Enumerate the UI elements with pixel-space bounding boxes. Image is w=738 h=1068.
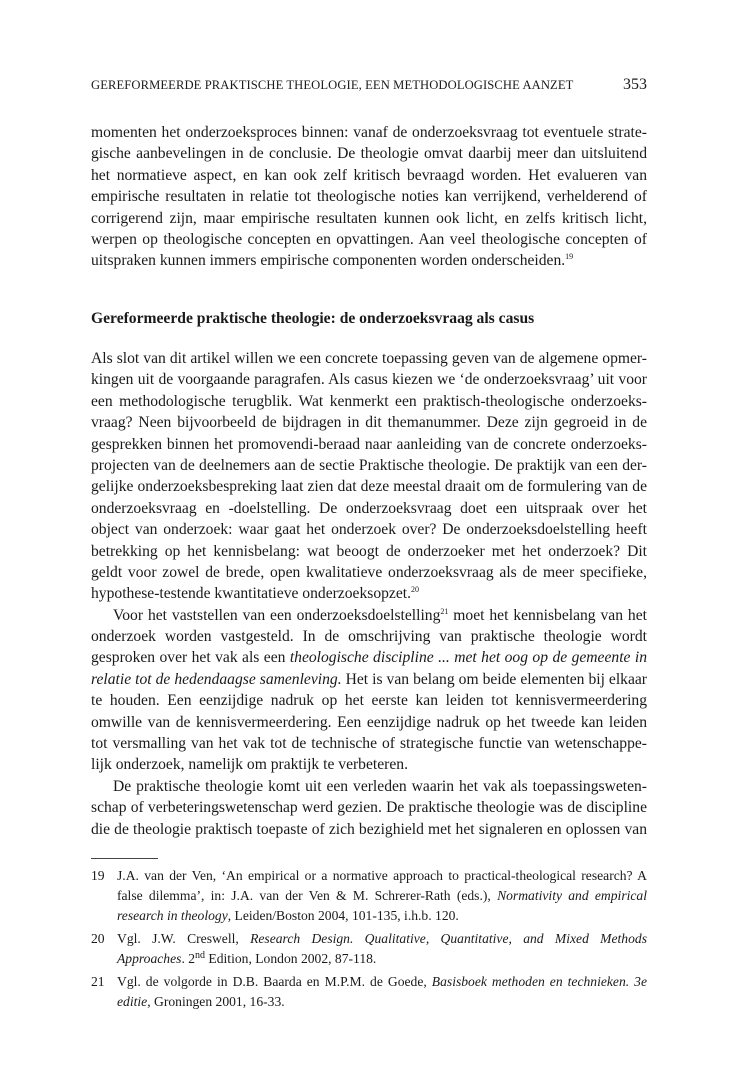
text-line: object van onderzoek: waar gaat het onderzoek over? De onderzoeksdoelstelling heeft — [91, 521, 647, 539]
footnote-19 — [91, 866, 647, 926]
text-line: projecten van de deelnemers aan de sectie Praktische theologie. De praktijk van een der- — [91, 456, 647, 474]
text-line: te houden. Een eenzijdige nadruk op het eerste kan leiden tot kennisvermeerdering — [91, 692, 647, 710]
footnote-number: 21 — [91, 974, 105, 989]
italic-phrase: relatie tot de hedendaagse samenleving. — [91, 670, 342, 688]
text-line: schap of verbeteringswetenschap werd gezien. De praktische theologie was de discipline — [91, 799, 647, 817]
text-line: betrekking op het kennisbelang: wat beoogt de onderzoeker met het onderzoek? Dit — [91, 542, 647, 560]
text-line: De praktische theologie komt uit een verleden waarin het vak als toepassingsweten- — [113, 777, 647, 795]
footnote-20 — [91, 929, 647, 969]
footnote-line: research in theology, Leiden/Boston 2004, 101-135, i.h.b. 120. — [117, 908, 459, 923]
footnote-rule — [91, 858, 158, 859]
page-number: 353 — [623, 76, 647, 93]
footnote-line: Vgl. J.W. Creswell, Research Design. Qualitative, Quantitative, and Mixed Methods — [117, 931, 647, 946]
text-line: een methodologische terugblik. Wat kenmerkt een praktisch-theologische onderzoeks- — [91, 392, 647, 410]
text-line: die de theologie praktisch toepaste of zich bezighield met het signaleren en oplossen van — [91, 820, 647, 838]
text-line: gesprekken binnen het promovendi-beraad naar aanleiding van de concrete onderzoeks- — [91, 435, 647, 453]
text-line: vraag? Neen bijvoorbeeld de bijdragen in dit themanummer. Deze zijn gegroeid in de — [91, 414, 647, 432]
paragraph-intro — [91, 122, 647, 272]
footnote-number: 19 — [91, 868, 105, 883]
footnote-ref-19[interactable]: 19 — [565, 252, 574, 262]
footnote-ref-20[interactable]: 20 — [410, 585, 419, 595]
footnote-number: 20 — [91, 931, 105, 946]
footnote-line: editie, Groningen 2001, 16-33. — [117, 994, 285, 1009]
running-head — [91, 76, 647, 96]
text-line: momenten het onderzoeksproces binnen: vanaf de onderzoeksvraag tot eventuele strate- — [91, 124, 647, 141]
text-line: corrigerend zijn, maar empirische resultaten kunnen ook licht, en zelfs kritisch licht, — [91, 209, 647, 227]
text-line: Als slot van dit artikel willen we een concrete toepassing geven van de algemene opmer- — [91, 350, 647, 367]
text-line: hypothese-testende kwantitatieve onderzoeksopzet.$^{20}$ — [91, 585, 419, 603]
footnote-line: Vgl. de volgorde in D.B. Baarda en M.P.M. de Goede, Basisboek methoden en technieken. 3e — [117, 974, 647, 989]
text-line: lijk onderzoek, namelijk om praktijk te verbeteren. — [91, 756, 408, 774]
footnote-line: Approaches. 2nd Edition, London 2002, 87-118. — [117, 950, 377, 966]
text-line: gesproken over het vak als een theologische discipline ... met het oog op de gemeente in — [91, 649, 647, 667]
text-line: omwille van de kennisvermeerdering. Een eenzijdige nadruk op het tweede kan leiden — [91, 713, 647, 731]
text-line: empirische resultaten in relatie tot theologische noties kan verrijkend, verhelderend of — [91, 188, 647, 206]
text-line: gelijke onderzoeksbespreking laat zien dat deze meestal draait om de formulering van de — [91, 478, 647, 496]
text-line: Voor het vaststellen van een onderzoeksdoelstelling$^{21}$ moet het kennisbelang van het — [113, 606, 647, 624]
running-head-title: GEREFORMEERDE PRAKTISCHE THEOLOGIE, EEN METHODOLOGISCHE AANZET — [91, 78, 574, 92]
text-line: uitspraken kunnen immers empirische componenten worden onderscheiden.$^{19}$ — [91, 252, 574, 270]
text-line: gische aanbevelingen in de conclusie. De theologie omvat daarbij meer dan uitsluitend — [91, 145, 647, 163]
text-line: geldt voor zowel de brede, open kwalitatieve onderzoeksvraag als de meer specifieke, — [91, 563, 647, 581]
text-line: het normatieve aspect, en kan ook zelf kritisch bevraagd worden. Het evalueren van — [91, 166, 647, 184]
footnote-line: J.A. van der Ven, ‘An empirical or a normative approach to practical-theological research? A — [117, 868, 647, 883]
text-line: kingen uit de voorgaande paragrafen. Als casus kiezen we ‘de onderzoeksvraag’ uit voor — [91, 371, 647, 389]
footnote-ref-21[interactable]: 21 — [440, 606, 449, 616]
footnotes — [91, 866, 647, 1012]
text-line: onderzoeksvraag en -doelstelling. De onderzoeksvraag doet een uitspraak over het — [91, 499, 647, 517]
section-body — [91, 348, 647, 840]
text-line: relatie tot de hedendaagse samenleving. Het is van belang om beide elementen bij elkaar — [91, 670, 648, 688]
footnote-21 — [91, 972, 647, 1012]
section-heading: Gereformeerde praktische theologie: de onderzoeksvraag als casus — [91, 310, 535, 327]
text-line: tot versmalling van het vak tot de technische of strategische functie van wetenschappe- — [91, 735, 647, 753]
text-line: onderzoek worden vastgesteld. In de omschrijving van praktische theologie wordt — [91, 628, 647, 646]
text-line: werpen op theologische concepten en opvattingen. Aan veel theologische concepten of — [91, 230, 647, 248]
footnote-line: false dilemma’, in: J.A. van der Ven & M. Schrerer-Rath (eds.), Normativity and empirical — [117, 888, 647, 903]
italic-phrase: theologische discipline ... met het oog op de gemeente in — [289, 649, 647, 667]
